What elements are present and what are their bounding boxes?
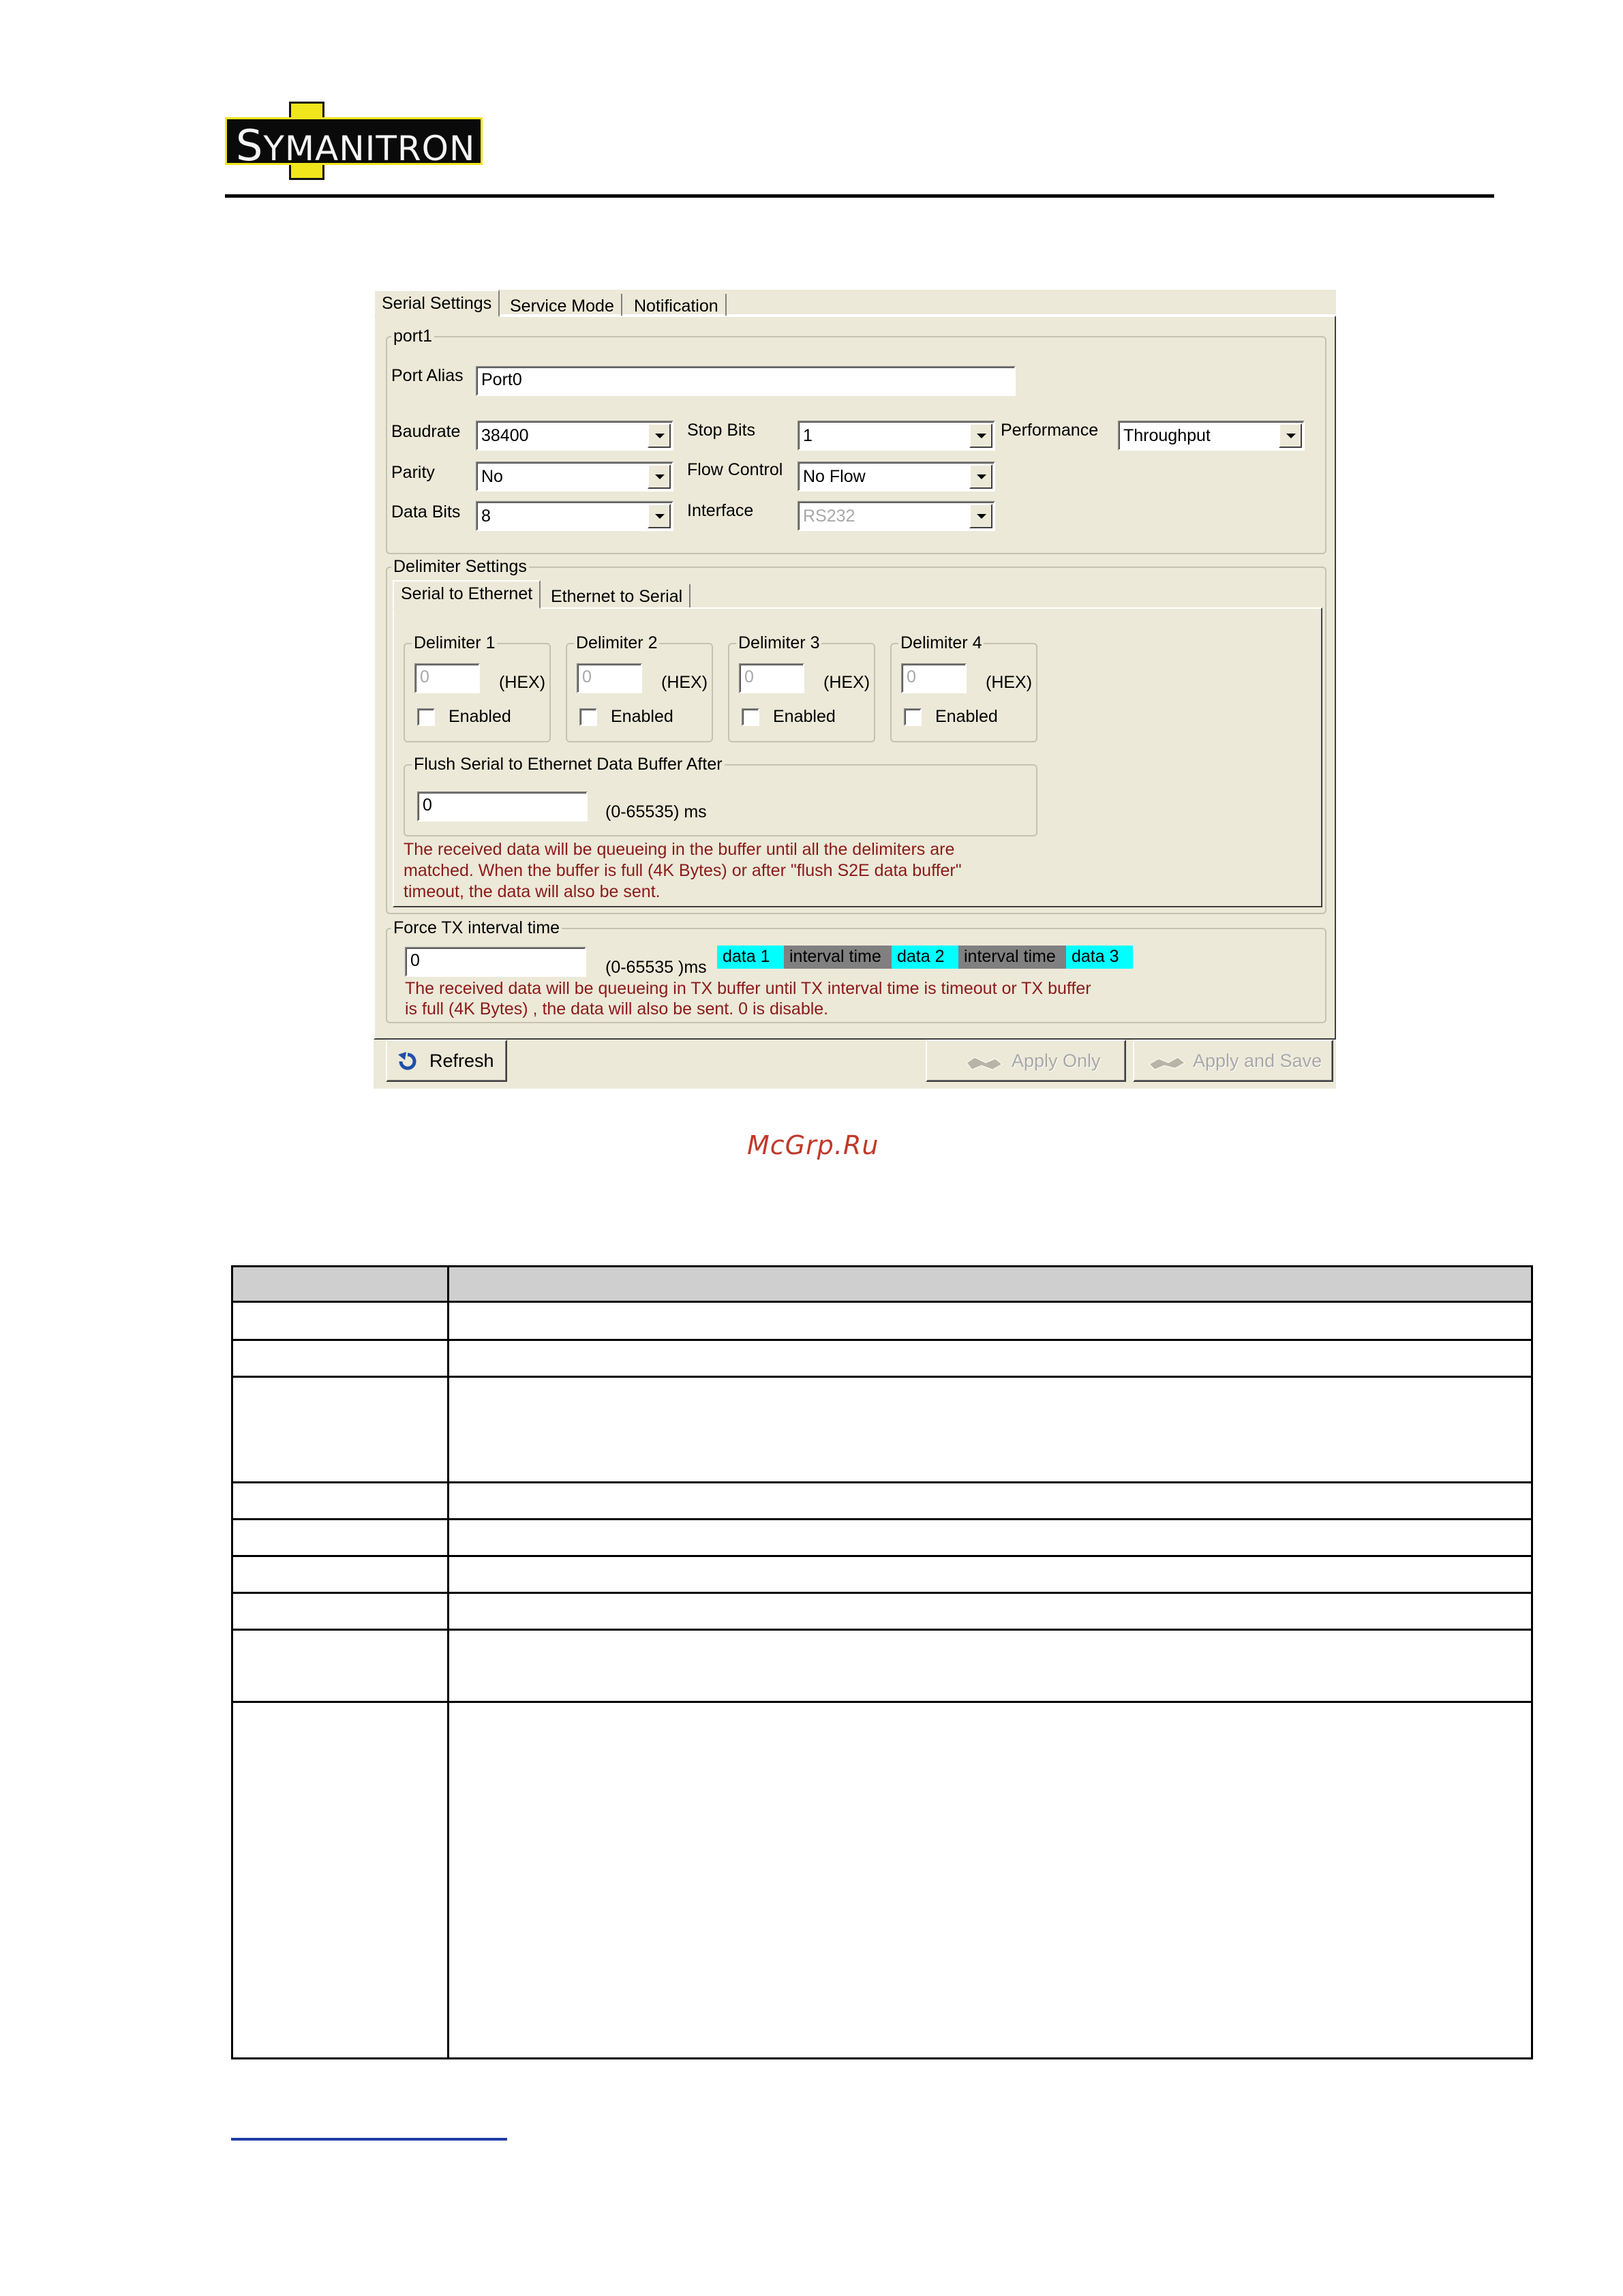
delimiter-3-title: Delimiter 3 [736, 633, 821, 653]
chevron-down-icon[interactable] [648, 464, 671, 489]
delimiter-2-input: 0 [577, 663, 642, 693]
flow-control-label: Flow Control [687, 460, 783, 479]
chevron-down-icon [969, 504, 992, 528]
delimiter-2-enabled-label: Enabled [611, 707, 673, 726]
port-alias-input[interactable]: Port0 [476, 366, 1016, 396]
interface-label: Interface [687, 501, 754, 520]
chevron-down-icon[interactable] [969, 423, 992, 448]
refresh-button[interactable] [386, 1040, 507, 1082]
interface-value: RS232 [803, 507, 855, 526]
delimiter-1-enabled-checkbox[interactable] [417, 708, 435, 726]
flow-control-value: No Flow [803, 467, 866, 486]
delimiter-1-enabled-label: Enabled [449, 707, 511, 726]
timeline-data-3: data 3 [1066, 946, 1133, 969]
timeline-data-1: data 1 [717, 946, 784, 969]
apply-and-save-label: Apply and Save [1193, 1051, 1322, 1071]
force-tx-input[interactable]: 0 [405, 947, 586, 977]
flush-note-line-1: The received data will be queueing in the buffer until all the delimiters are [404, 840, 955, 859]
tab-service-mode[interactable]: Service Mode [503, 294, 622, 316]
table-row [233, 1629, 1531, 1631]
stop-bits-select[interactable] [798, 421, 995, 451]
tab-ethernet-to-serial[interactable]: Ethernet to Serial [544, 584, 691, 609]
data-bits-select[interactable] [476, 501, 673, 531]
table-column-divider [447, 1267, 449, 2057]
serial-settings-window [374, 290, 1336, 1089]
force-tx-title: Force TX interval time [391, 918, 562, 938]
delimiter-4-unit: (HEX) [986, 673, 1033, 692]
delimiter-2-enabled-checkbox[interactable] [579, 708, 597, 726]
stop-bits-value: 1 [803, 426, 813, 445]
delimiter-4-enabled-label: Enabled [935, 707, 998, 726]
delimiter-4-input: 0 [901, 663, 967, 693]
delimiter-4-enabled-checkbox[interactable] [904, 708, 922, 726]
table-row [233, 1481, 1531, 1483]
table-row [233, 1339, 1531, 1341]
header-divider [225, 194, 1494, 198]
performance-select[interactable] [1118, 421, 1305, 451]
apply-icon [965, 1055, 1003, 1071]
refresh-icon [397, 1052, 419, 1071]
delimiter-3-unit: (HEX) [823, 673, 870, 692]
force-note-line-1: The received data will be queueing in TX buffer until TX interval time is timeout or TX buffer [405, 979, 1091, 998]
data-bits-label: Data Bits [391, 502, 461, 522]
interface-select [798, 501, 995, 531]
table-row [233, 1376, 1531, 1378]
baudrate-value: 38400 [481, 426, 529, 445]
tab-serial-to-ethernet[interactable]: Serial to Ethernet [393, 580, 541, 609]
apply-only-button [926, 1040, 1126, 1082]
apply-save-icon [1148, 1055, 1186, 1071]
flush-buffer-input[interactable]: 0 [417, 791, 588, 821]
logo-text: SYMANITRON [236, 121, 476, 170]
tab-serial-settings[interactable]: Serial Settings [374, 290, 500, 317]
force-tx-range: (0-65535 )ms [605, 958, 707, 977]
delimiter-1-input: 0 [414, 663, 480, 693]
table-header-row [233, 1267, 1531, 1303]
flow-control-select[interactable] [798, 462, 995, 492]
refresh-label: Refresh [429, 1051, 494, 1071]
delimiter-3-enabled-checkbox[interactable] [742, 708, 759, 726]
chevron-down-icon[interactable] [648, 504, 671, 528]
table-row [233, 1518, 1531, 1520]
timeline-interval-2: interval time [958, 946, 1066, 969]
baudrate-select[interactable] [476, 421, 673, 451]
table-row [233, 1592, 1531, 1594]
watermark-text: McGrp.Ru [747, 1130, 879, 1160]
performance-label: Performance [1001, 421, 1099, 440]
table-row [233, 1555, 1531, 1557]
parameter-table [231, 1265, 1533, 2059]
delimiter-2-unit: (HEX) [661, 673, 708, 692]
parity-select[interactable] [476, 462, 673, 492]
data-bits-value: 8 [481, 507, 491, 526]
chevron-down-icon[interactable] [1279, 423, 1302, 448]
delimiter-settings-title: Delimiter Settings [391, 557, 529, 577]
table-row [233, 1701, 1531, 1703]
timeline-interval-1: interval time [784, 946, 892, 969]
delimiter-4-title: Delimiter 4 [898, 633, 984, 653]
port-alias-label: Port Alias [391, 366, 464, 385]
baudrate-label: Baudrate [391, 422, 461, 441]
footnote-divider [231, 2138, 507, 2141]
apply-and-save-button [1133, 1040, 1333, 1082]
chevron-down-icon[interactable] [648, 423, 671, 448]
force-note-line-2: is full (4K Bytes) , the data will also be sent. 0 is disable. [405, 999, 829, 1018]
apply-only-label: Apply Only [1012, 1051, 1101, 1071]
flush-buffer-title: Flush Serial to Ethernet Data Buffer After [412, 755, 725, 774]
delimiter-3-enabled-label: Enabled [773, 707, 836, 726]
flush-buffer-range: (0-65535) ms [605, 802, 707, 821]
flush-note-line-2: matched. When the buffer is full (4K Bytes) or after "flush S2E data buffer" [404, 861, 962, 880]
flush-note-line-3: timeout, the data will also be sent. [404, 882, 661, 901]
parity-value: No [481, 467, 503, 486]
performance-value: Throughput [1123, 426, 1211, 445]
delimiter-3-input: 0 [739, 663, 804, 693]
interval-timeline [717, 946, 1133, 969]
chevron-down-icon[interactable] [969, 464, 992, 489]
company-logo [225, 102, 483, 180]
delimiter-1-title: Delimiter 1 [412, 633, 497, 653]
stop-bits-label: Stop Bits [687, 421, 756, 440]
parity-label: Parity [391, 463, 435, 482]
delimiter-2-title: Delimiter 2 [574, 633, 659, 653]
port-group-title: port1 [391, 327, 434, 346]
timeline-data-2: data 2 [892, 946, 958, 969]
tab-notification[interactable]: Notification [627, 294, 727, 316]
delimiter-1-unit: (HEX) [499, 673, 546, 692]
